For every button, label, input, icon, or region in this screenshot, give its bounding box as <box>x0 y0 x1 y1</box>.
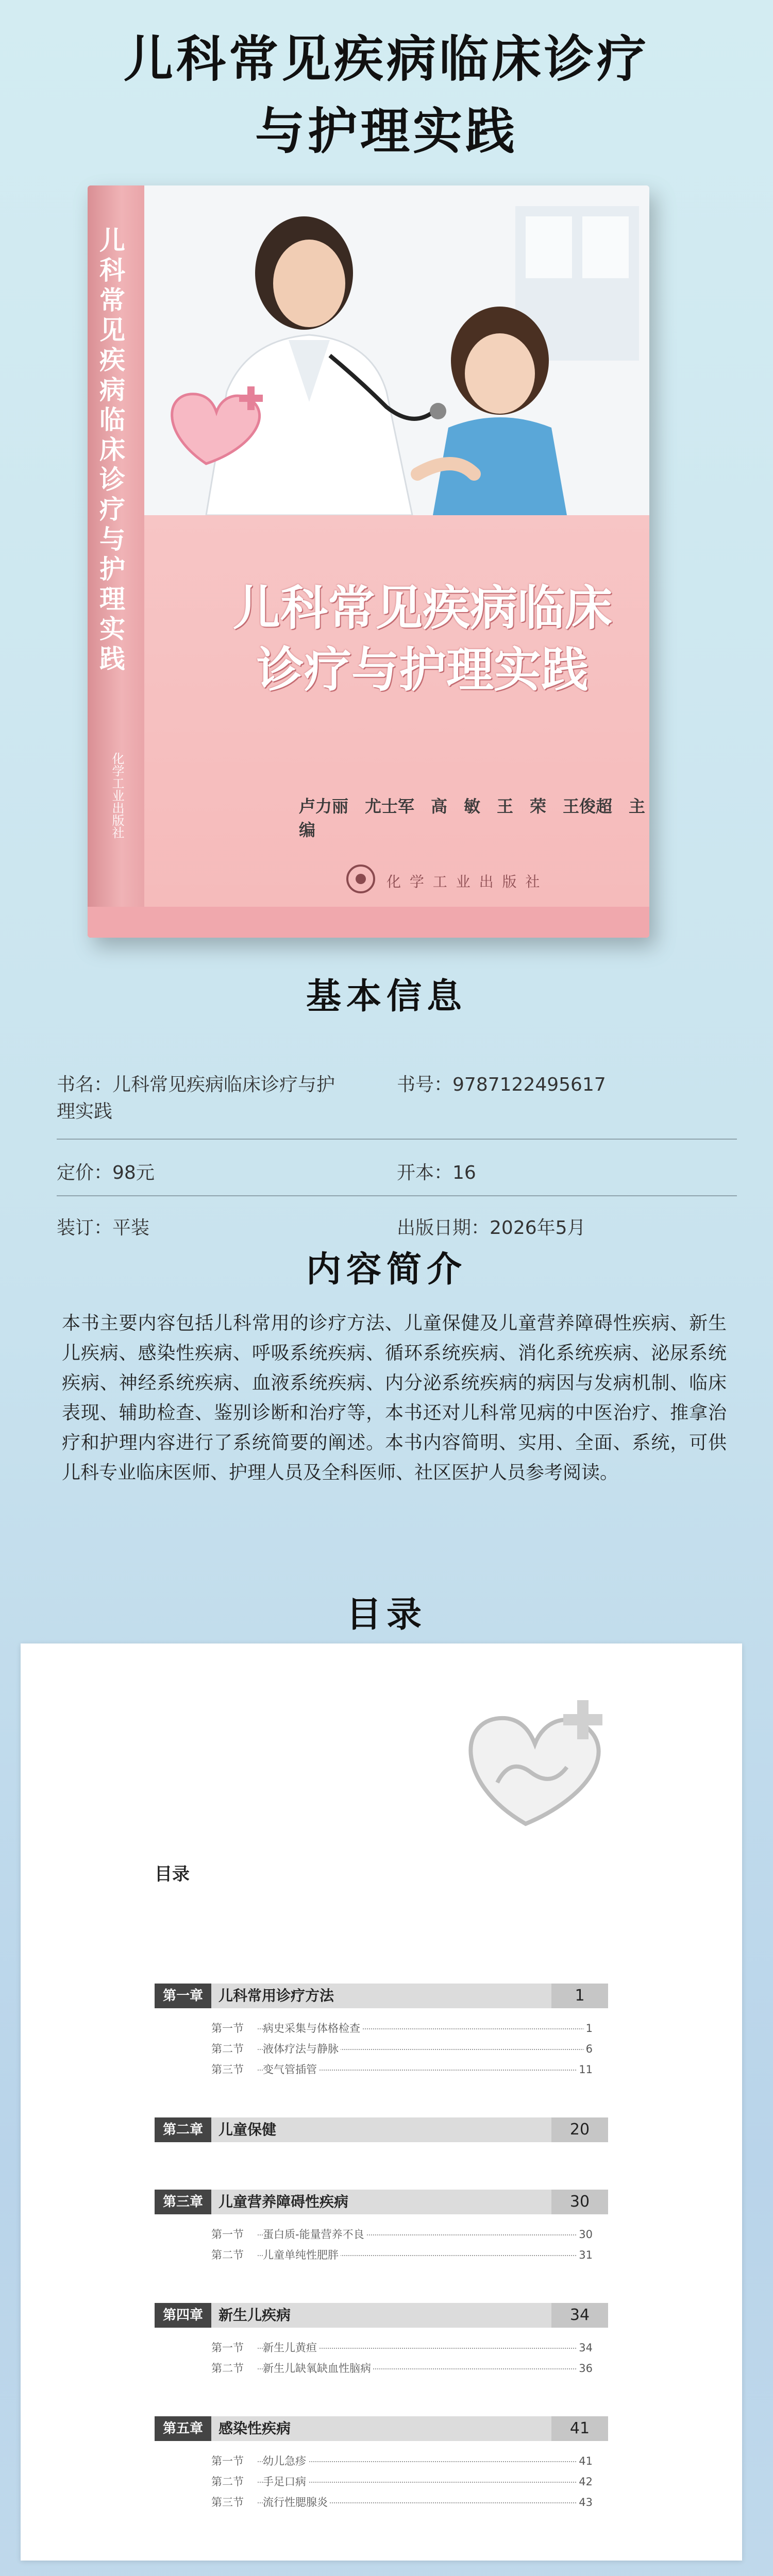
price-value: 98元 <box>112 1162 155 1183</box>
toc-chapter-row[interactable] <box>155 2416 608 2441</box>
cover-title-line1: 儿科常见疾病临床 <box>232 580 612 636</box>
isbn-label: 书号： <box>397 1074 453 1095</box>
toc-section-page: 11 <box>577 2061 593 2078</box>
toc-section-page: 31 <box>577 2246 593 2264</box>
cover-bottom-strip <box>88 907 649 938</box>
toc-chapter-number: 第五章 <box>155 2416 211 2441</box>
format-value: 16 <box>452 1162 476 1183</box>
toc-section-number: 第一节 <box>211 2342 244 2354</box>
summary-heading: 内容简介 <box>306 1249 467 1290</box>
toc-section-title: 新生儿缺氧缺血性脑病 <box>263 2360 373 2377</box>
toc-section-number: 第一节 <box>211 2022 244 2035</box>
cover-publisher: 化 学 工 业 出 版 社 <box>386 873 542 890</box>
binding-label: 装订： <box>57 1217 113 1239</box>
toc-heading: 目录 <box>346 1594 427 1635</box>
cover-photo <box>144 185 649 515</box>
toc-section-page: 30 <box>577 2226 593 2243</box>
toc-section-title: 液体疗法与静脉 <box>263 2040 341 2058</box>
page-title-line1: 儿科常见疾病临床诊疗 <box>124 30 649 88</box>
toc-chapter-row[interactable] <box>155 2117 608 2142</box>
info-row-price-format <box>57 1158 737 1185</box>
toc-chapter-number: 第三章 <box>155 2190 211 2214</box>
isbn-value: 9787122495617 <box>452 1074 606 1095</box>
toc-chapter-page: 20 <box>551 2117 608 2142</box>
toc-section-row[interactable] <box>211 2339 593 2357</box>
toc-section-row[interactable] <box>211 2473 593 2490</box>
toc-chapter-page: 1 <box>551 1984 608 2008</box>
summary-text: 本书主要内容包括儿科常用的诊疗方法、儿童保健及儿童营养障碍性疾病、新生儿疾病、感染性疾病、呼吸系统疾病、循环系统疾病、消化系统疾病、泌尿系统疾病、神经系统疾病、血液系统疾病、内分泌系统疾病的病因与发病机制、临床表现、辅助检查、鉴别诊断和治疗等，本书还对儿科常见病的中医治疗、推拿治疗和护理内容进行了系统简要的阐述。本书内容简明、实用、全面、系统，可供儿科专业临床医师、护理人员及全科医师、社区医护人员参考阅读。 <box>62 1313 727 1483</box>
toc-section-row[interactable] <box>211 2246 593 2264</box>
toc-section-number: 第二节 <box>211 2249 244 2261</box>
toc-section-row[interactable] <box>211 2226 593 2243</box>
toc-section-title: 蛋白质-能量营养不良 <box>263 2226 366 2243</box>
toc-chapter-title: 新生儿疾病 <box>219 2307 291 2324</box>
toc-chapter-page: 34 <box>551 2303 608 2328</box>
toc-chapter-row[interactable] <box>155 2303 608 2328</box>
heart-logo-icon <box>448 1695 624 1839</box>
toc-section-page: 1 <box>584 2020 593 2037</box>
toc-chapter-title: 儿科常用诊疗方法 <box>219 1987 334 2004</box>
book-cover <box>88 185 649 938</box>
toc-section-number: 第一节 <box>211 2455 244 2467</box>
toc-chapter-title: 感染性疾病 <box>219 2420 291 2437</box>
toc-chapter-title: 儿童营养障碍性疾病 <box>219 2193 349 2210</box>
toc-page-1 <box>21 1643 742 2561</box>
spine-publisher: 化学工业出版社 <box>110 752 124 839</box>
toc-section-title: 病史采集与体格检查 <box>263 2020 362 2037</box>
toc-chapter-row[interactable] <box>155 1984 608 2008</box>
toc-section-page: 34 <box>577 2339 593 2357</box>
toc-section-row[interactable] <box>211 2040 593 2058</box>
toc-section-title: 儿童单纯性肥胖 <box>263 2246 341 2264</box>
toc-section-number: 第三节 <box>211 2063 244 2076</box>
spine-title: 儿科常见疾病临床诊疗与护理实践 <box>95 227 126 675</box>
toc-chapter-page: 41 <box>551 2416 608 2441</box>
binding-value: 平装 <box>112 1217 150 1239</box>
toc-section-row[interactable] <box>211 2452 593 2470</box>
toc-section-title: 变气管插管 <box>263 2061 319 2078</box>
toc-chapter-number: 第四章 <box>155 2303 211 2328</box>
price-label: 定价： <box>57 1162 113 1183</box>
format-label: 开本： <box>397 1162 453 1183</box>
toc-section-title: 新生儿黄疸 <box>263 2339 319 2357</box>
info-divider <box>57 1195 737 1196</box>
book-name-value-cont: 理实践 <box>57 1101 113 1122</box>
toc-section-number: 第三节 <box>211 2496 244 2509</box>
toc-chapter-title: 儿童保健 <box>219 2121 277 2138</box>
pub-date-label: 出版日期： <box>397 1217 490 1239</box>
page-title-line2: 与护理实践 <box>255 102 518 160</box>
toc-chapter-number: 第二章 <box>155 2117 211 2142</box>
toc-section-page: 42 <box>577 2473 593 2490</box>
info-row-binding-date <box>57 1213 737 1240</box>
toc-section-page: 36 <box>577 2360 593 2377</box>
toc-section-row[interactable] <box>211 2061 593 2078</box>
publisher-logo-icon <box>345 863 376 894</box>
basic-info-heading: 基本信息 <box>306 976 467 1017</box>
toc-section-title: 幼儿急疹 <box>263 2452 308 2470</box>
toc-section-page: 41 <box>577 2452 593 2470</box>
toc-section-row[interactable] <box>211 2020 593 2037</box>
toc-section-number: 第二节 <box>211 2362 244 2375</box>
toc-section-title: 手足口病 <box>263 2473 308 2490</box>
pub-date-value: 2026年5月 <box>490 1217 586 1239</box>
toc-chapter-row[interactable] <box>155 2190 608 2214</box>
cover-authors: 卢力丽 尤士军 高 敏 王 荣 王俊超 主编 <box>299 796 646 840</box>
cover-main-panel <box>144 515 649 938</box>
toc-section-title: 流行性腮腺炎 <box>263 2494 330 2511</box>
info-row-name-isbn <box>57 1072 737 1128</box>
book-name-value: 儿科常见疾病临床诊疗与护 <box>112 1074 335 1095</box>
toc-section-page: 6 <box>584 2040 593 2058</box>
toc-chapter-number: 第一章 <box>155 1984 211 2008</box>
book-name-label: 书名： <box>57 1074 113 1095</box>
toc-chapter-page: 30 <box>551 2190 608 2214</box>
doctor-child-illustration <box>144 185 649 515</box>
cover-title-line2: 诊疗与护理实践 <box>256 642 589 698</box>
toc-section-number: 第一节 <box>211 2228 244 2241</box>
toc-section-row[interactable] <box>211 2494 593 2511</box>
toc-section-number: 第二节 <box>211 2043 244 2055</box>
toc-page-heading: 目录 <box>155 1864 190 1885</box>
toc-section-number: 第二节 <box>211 2476 244 2488</box>
toc-section-page: 43 <box>577 2494 593 2511</box>
book-spine <box>88 185 144 938</box>
info-divider <box>57 1139 737 1140</box>
toc-section-row[interactable] <box>211 2360 593 2377</box>
